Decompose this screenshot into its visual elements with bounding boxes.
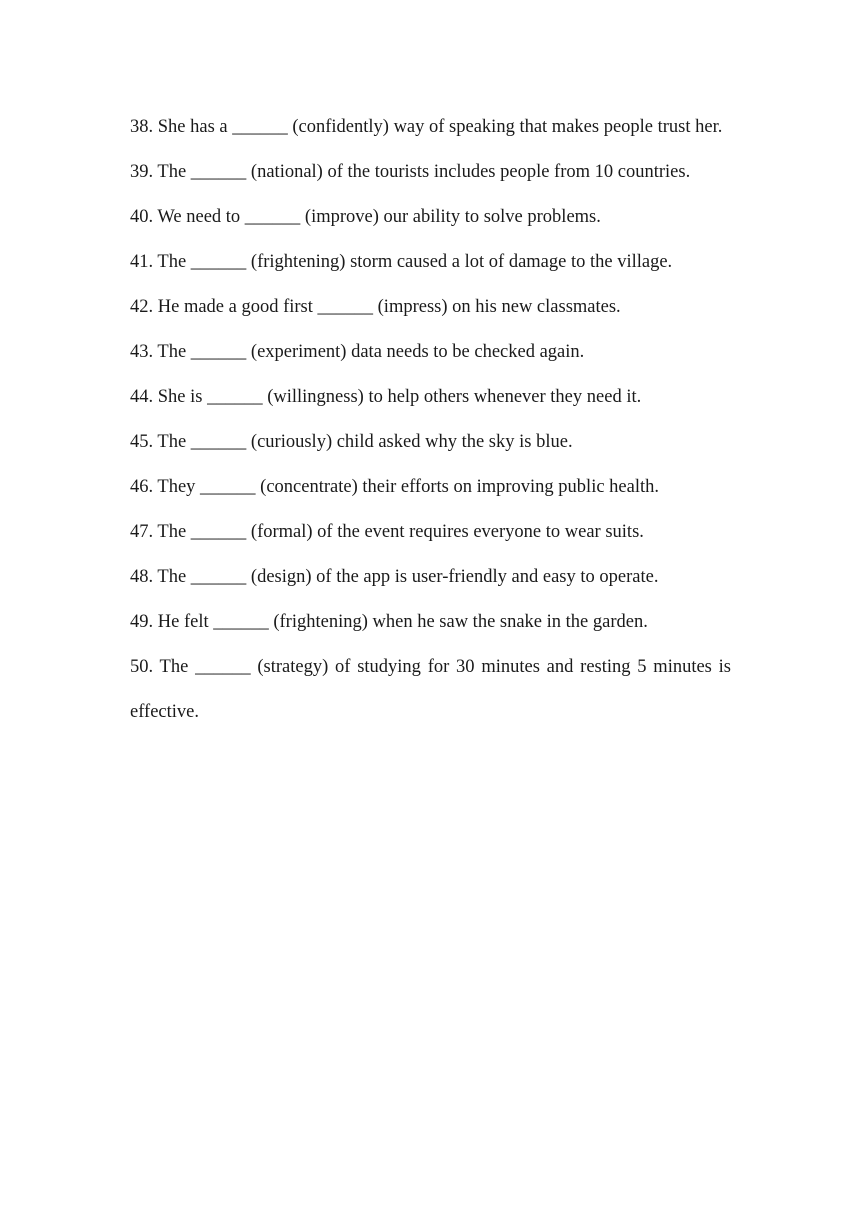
exercise-item-43: 43. The ______ (experiment) data needs to be checked again. [130,342,585,362]
exercise-item-41: 41. The ______ (frightening) storm caused a lot of damage to the village. [130,252,673,272]
exercise-item-40: 40. We need to ______ (improve) our ability to solve problems. [130,207,601,227]
exercise-item-44: 44. She is ______ (willingness) to help others whenever they need it. [130,387,642,407]
exercise-item-45: 45. The ______ (curiously) child asked why the sky is blue. [130,432,573,452]
exercise-item-50: 50. The ______ (strategy) of studying for 30 minutes and resting 5 minutes is effective. [130,657,731,722]
exercise-item-46: 46. They ______ (concentrate) their efforts on improving public health. [130,477,659,497]
exercise-item-49: 49. He felt ______ (frightening) when he saw the snake in the garden. [130,612,648,632]
exercise-list [130,105,731,735]
exercise-item-48: 48. The ______ (design) of the app is user-friendly and easy to operate. [130,567,659,587]
exercise-item-42: 42. He made a good first ______ (impress) on his new classmates. [130,297,621,317]
exercise-item-39: 39. The ______ (national) of the tourists includes people from 10 countries. [130,162,691,182]
exercise-item-47: 47. The ______ (formal) of the event requires everyone to wear suits. [130,522,644,542]
exercise-item-38: 38. She has a ______ (confidently) way of speaking that makes people trust her. [130,117,723,137]
